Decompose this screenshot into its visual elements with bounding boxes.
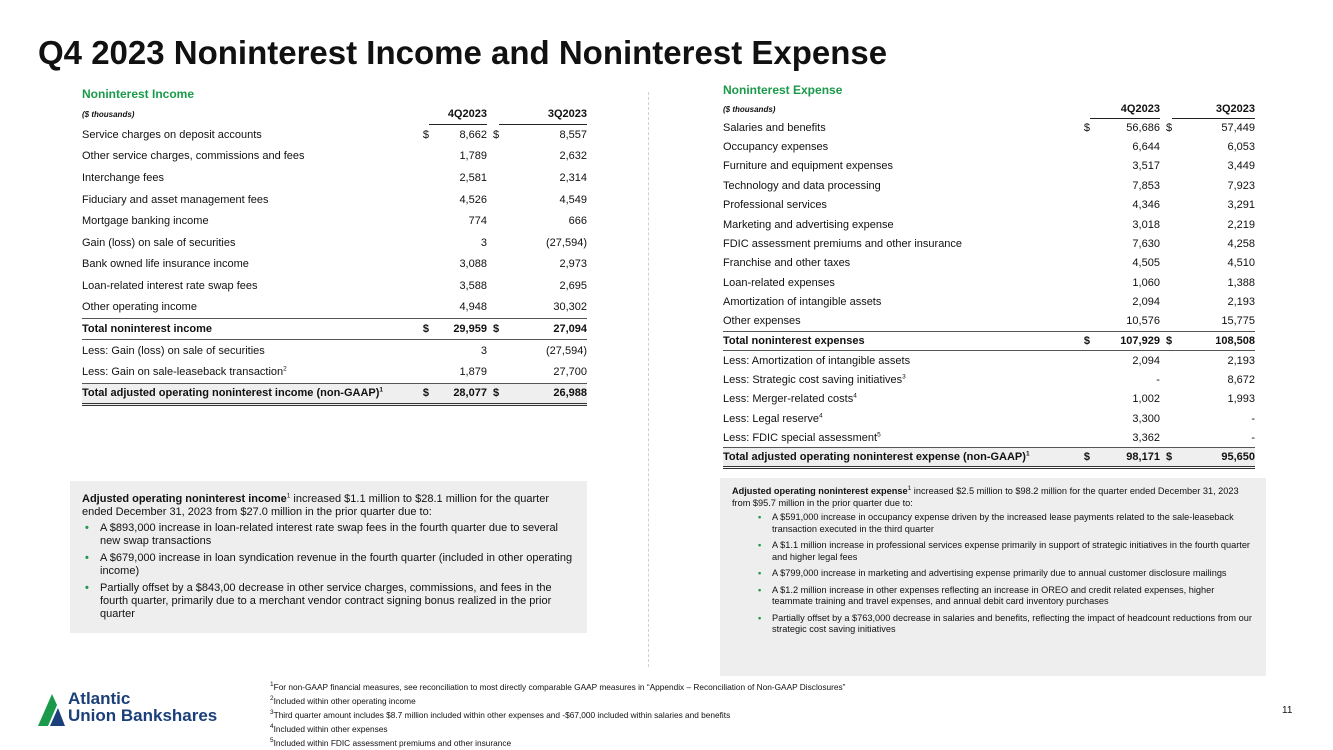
adjusted-total-row-currency-2: $ bbox=[487, 383, 499, 405]
table-row-currency-2 bbox=[1160, 312, 1172, 331]
adjusted-total-row-label: Total adjusted operating noninterest income (non-GAAP)$^1$ bbox=[82, 383, 417, 405]
table-row-currency-2 bbox=[487, 297, 499, 319]
table-row-label: Interchange fees bbox=[82, 171, 164, 184]
table-row bbox=[723, 312, 1255, 331]
adjusted-total-row-currency: $ bbox=[417, 383, 429, 405]
commentary-bullet: • A $1.2 million increase in other expenses reflecting an increase in OREO and credit related expenses, higher teammate training and travel expenses, and annual debit card inventory purchases bbox=[732, 585, 1254, 608]
less-row-currency bbox=[1078, 389, 1090, 408]
table-row-4q2023: 7,630 bbox=[1132, 238, 1160, 251]
table-row bbox=[723, 234, 1255, 253]
less-row-currency bbox=[417, 362, 429, 384]
adjusted-total-row-currency: $ bbox=[1078, 448, 1090, 467]
less-row-label: Less: Merger-related costs$^4$ bbox=[723, 392, 857, 406]
table-row-currency bbox=[417, 232, 429, 254]
income-units-label: ($ thousands) bbox=[82, 110, 135, 119]
table-row-currency-2 bbox=[487, 189, 499, 211]
less-row-currency bbox=[1078, 351, 1090, 370]
table-row-3q2023: 3,291 bbox=[1227, 199, 1255, 212]
less-row bbox=[723, 428, 1255, 447]
expense-section-title: Noninterest Expense bbox=[723, 83, 843, 97]
table-row-3q2023: 1,388 bbox=[1227, 276, 1255, 289]
table-row-currency-2 bbox=[1160, 254, 1172, 273]
commentary-bullet: • Partially offset by a $763,000 decrease in salaries and benefits, reflecting the impact of headcount reductions from our strategic cost saving initiatives bbox=[732, 613, 1254, 636]
table-row-currency-2 bbox=[487, 146, 499, 168]
table-row-3q2023: 4,510 bbox=[1227, 257, 1255, 270]
adjusted-total-row-3q2023: 95,650 bbox=[1172, 448, 1255, 467]
table-row bbox=[723, 293, 1255, 312]
table-row-label: Gain (loss) on sale of securities bbox=[82, 236, 236, 249]
table-row-4q2023: 3 bbox=[480, 236, 487, 249]
adjusted-total-row-label: Total adjusted operating noninterest expense (non-GAAP)$^1$ bbox=[723, 448, 1078, 467]
table-row-label: Amortization of intangible assets bbox=[723, 296, 882, 309]
table-row-currency-2 bbox=[1160, 234, 1172, 253]
table-row-label: FDIC assessment premiums and other insurance bbox=[723, 238, 963, 251]
table-row bbox=[82, 275, 587, 297]
table-row-currency-2 bbox=[1160, 196, 1172, 215]
income-col-3q2023: 3Q2023 bbox=[499, 104, 587, 124]
adjusted-total-row-currency-2: $ bbox=[1160, 448, 1172, 467]
commentary-bullet: • A $799,000 increase in marketing and advertising expense primarily due to annual customer disclosure mailings bbox=[732, 568, 1254, 580]
less-row-label: Less: Legal reserve$^4$ bbox=[723, 411, 823, 425]
table-row-4q2023: 774 bbox=[468, 215, 487, 228]
less-row-label: Less: Gain (loss) on sale of securities bbox=[82, 344, 265, 357]
table-row-currency: $ bbox=[1083, 121, 1091, 134]
total-row-3q2023: 108,508 bbox=[1172, 331, 1255, 350]
adjusted-total-row bbox=[82, 383, 587, 405]
expense-commentary-box bbox=[720, 478, 1266, 676]
less-row-currency-2 bbox=[487, 340, 499, 362]
table-row-currency-2 bbox=[1160, 157, 1172, 176]
table-row-label: Service charges on deposit accounts bbox=[82, 128, 262, 141]
table-row-label: Salaries and benefits bbox=[723, 121, 826, 134]
total-row-4q2023: 107,929 bbox=[1090, 331, 1160, 350]
table-row-currency bbox=[417, 167, 429, 189]
table-row-label: Professional services bbox=[723, 199, 827, 212]
income-section-title: Noninterest Income bbox=[82, 87, 195, 101]
table-row-label: Bank owned life insurance income bbox=[82, 258, 249, 271]
table-row-currency bbox=[1078, 234, 1090, 253]
table-row-label: Technology and data processing bbox=[723, 179, 881, 192]
expense-col-4q2023: 4Q2023 bbox=[1090, 100, 1160, 118]
table-row-currency bbox=[1078, 176, 1090, 195]
less-row bbox=[723, 389, 1255, 408]
table-row-4q2023: 3,588 bbox=[459, 279, 487, 292]
table-row-4q2023: 56,686 bbox=[1126, 121, 1160, 134]
commentary-bullet: • A $893,000 increase in loan-related interest rate swap fees in the fourth quarter due to several new swap transactions bbox=[82, 522, 575, 548]
table-row-4q2023: 7,853 bbox=[1132, 179, 1160, 192]
table-row-label: Furniture and equipment expenses bbox=[723, 160, 893, 173]
table-row-4q2023: 2,094 bbox=[1132, 296, 1160, 309]
less-row-4q2023: 3,300 bbox=[1132, 412, 1160, 425]
table-row-currency bbox=[1078, 293, 1090, 312]
logo-text-line2: Union Bankshares bbox=[68, 706, 218, 725]
less-row-3q2023: - bbox=[1251, 431, 1255, 444]
less-row-currency bbox=[1078, 370, 1090, 389]
table-row-3q2023: 4,549 bbox=[559, 193, 587, 206]
table-row-label: Other expenses bbox=[723, 315, 801, 328]
table-row-currency-2: $ bbox=[1165, 121, 1173, 134]
less-row bbox=[82, 340, 587, 362]
commentary-bullet: • Partially offset by a $843,00 decrease in other service charges, commissions, and fees in the fourth quarter, primarily due to a merchant vendor contract signing bonus realized in the prior quarter bbox=[82, 582, 575, 621]
table-row-currency bbox=[1078, 273, 1090, 292]
page-number: 11 bbox=[1282, 705, 1293, 716]
table-row bbox=[723, 273, 1255, 292]
expense-commentary-lead: Adjusted operating noninterest expense$^1$ increased $2.5 million to $98.2 million for the quarter ended December 31, 2023 from $95.7 million in the prior quarter due to: bbox=[732, 484, 1239, 508]
income-col-4q2023: 4Q2023 bbox=[429, 104, 487, 124]
company-logo bbox=[38, 690, 258, 730]
less-row-4q2023: 1,879 bbox=[459, 366, 487, 379]
table-row-3q2023: 57,449 bbox=[1221, 121, 1255, 134]
table-row-4q2023: 8,662 bbox=[459, 129, 487, 142]
table-row-currency-2 bbox=[487, 275, 499, 297]
table-row-4q2023: 2,581 bbox=[459, 171, 487, 184]
table-row-currency-2 bbox=[487, 232, 499, 254]
table-row-label: Franchise and other taxes bbox=[723, 257, 851, 270]
table-row-label: Loan-related expenses bbox=[723, 276, 835, 289]
total-row-currency: $ bbox=[1078, 331, 1090, 350]
footnote: $^2$Included within other operating income bbox=[270, 695, 416, 706]
less-row-label: Less: Amortization of intangible assets bbox=[723, 354, 911, 367]
table-row-3q2023: 15,775 bbox=[1221, 315, 1255, 328]
table-row-4q2023: 3,517 bbox=[1132, 160, 1160, 173]
expense-commentary-list bbox=[732, 512, 1254, 636]
less-row-3q2023: 1,993 bbox=[1227, 393, 1255, 406]
income-commentary-lead: Adjusted operating noninterest income$^1$ increased $1.1 million to $28.1 million for the quarter ended December 31, 2023 from $27.0 million in the prior quarter due to: bbox=[82, 492, 550, 518]
table-row-currency bbox=[1078, 254, 1090, 273]
table-row-label: Other service charges, commissions and fees bbox=[82, 150, 305, 163]
less-row bbox=[82, 362, 587, 384]
table-row-currency bbox=[1078, 137, 1090, 156]
expense-units-label: ($ thousands) bbox=[723, 105, 776, 114]
footnote: $^3$Third quarter amount includes $8.7 million included within other expenses and -$67,000 included within salaries and benefits bbox=[270, 709, 731, 720]
table-row-4q2023: 4,505 bbox=[1132, 257, 1160, 270]
table-row bbox=[82, 297, 587, 319]
less-row-currency-2 bbox=[1160, 389, 1172, 408]
income-commentary-box bbox=[70, 481, 587, 633]
less-row-3q2023: 8,672 bbox=[1227, 373, 1255, 386]
income-commentary-list bbox=[82, 522, 575, 621]
table-row-4q2023: 10,576 bbox=[1126, 315, 1160, 328]
footnote: $^4$Included within other expenses bbox=[270, 723, 388, 734]
table-row-3q2023: 2,314 bbox=[559, 171, 587, 184]
table-row-3q2023: 2,632 bbox=[559, 150, 587, 163]
table-row-currency-2 bbox=[1160, 137, 1172, 156]
table-row bbox=[723, 176, 1255, 195]
table-row bbox=[82, 167, 587, 189]
table-row-3q2023: 2,219 bbox=[1227, 218, 1255, 231]
table-row-label: Fiduciary and asset management fees bbox=[82, 193, 269, 206]
table-row-currency-2 bbox=[1160, 176, 1172, 195]
table-row-currency-2 bbox=[1160, 215, 1172, 234]
table-row-3q2023: 2,973 bbox=[559, 258, 587, 271]
less-row-currency-2 bbox=[1160, 351, 1172, 370]
less-row-3q2023: - bbox=[1251, 412, 1255, 425]
table-row-currency bbox=[417, 210, 429, 232]
total-row bbox=[723, 331, 1255, 350]
table-row-4q2023: 4,948 bbox=[459, 301, 487, 314]
adjusted-total-row-3q2023: 26,988 bbox=[499, 383, 587, 405]
table-row bbox=[82, 232, 587, 254]
table-row-3q2023: 666 bbox=[568, 215, 587, 228]
table-row-currency bbox=[1078, 157, 1090, 176]
table-row-label: Marketing and advertising expense bbox=[723, 218, 894, 231]
table-row bbox=[723, 118, 1255, 137]
logo-text-line1: Atlantic bbox=[68, 689, 131, 708]
table-row-currency bbox=[417, 254, 429, 276]
table-row-3q2023: 30,302 bbox=[553, 301, 587, 314]
table-row-4q2023: 4,526 bbox=[459, 193, 487, 206]
less-row bbox=[723, 351, 1255, 370]
adjusted-total-row bbox=[723, 448, 1255, 467]
less-row-3q2023: (27,594) bbox=[546, 344, 587, 357]
table-row-currency bbox=[417, 275, 429, 297]
table-row-3q2023: 2,193 bbox=[1227, 296, 1255, 309]
commentary-bullet: • A $591,000 increase in occupancy expense driven by the increased lease payments related to the sale-leaseback transaction executed in the third quarter bbox=[732, 512, 1254, 535]
table-row-label: Occupancy expenses bbox=[723, 141, 829, 154]
less-row-currency-2 bbox=[1160, 409, 1172, 428]
table-row-label: Mortgage banking income bbox=[82, 215, 209, 228]
expense-col-3q2023: 3Q2023 bbox=[1172, 100, 1255, 118]
table-row-3q2023: 8,557 bbox=[559, 129, 587, 142]
less-row-label: Less: FDIC special assessment$^5$ bbox=[723, 431, 881, 444]
table-row-3q2023: 6,053 bbox=[1227, 141, 1255, 154]
table-row-currency bbox=[1078, 196, 1090, 215]
less-row-4q2023: 1,002 bbox=[1132, 393, 1160, 406]
less-row-4q2023: - bbox=[1156, 373, 1160, 386]
table-row-3q2023: 3,449 bbox=[1227, 160, 1255, 173]
page-title: Q4 2023 Noninterest Income and Noninterest Expense bbox=[38, 34, 888, 71]
less-row-4q2023: 3,362 bbox=[1132, 431, 1160, 444]
table-row-4q2023: 1,060 bbox=[1132, 276, 1160, 289]
table-row bbox=[723, 137, 1255, 156]
table-row-currency-2: $ bbox=[492, 128, 500, 141]
footnotes bbox=[270, 680, 845, 750]
expense-table bbox=[723, 100, 1255, 469]
less-row-4q2023: 2,094 bbox=[1132, 354, 1160, 367]
commentary-bullet: • A $1.1 million increase in professional services expense primarily in support of strategic initiatives in the fourth quarter and higher legal fees bbox=[732, 540, 1254, 563]
table-row-4q2023: 6,644 bbox=[1132, 141, 1160, 154]
total-row-currency-2: $ bbox=[487, 318, 499, 340]
less-row bbox=[723, 370, 1255, 389]
adjusted-total-row-4q2023: 28,077 bbox=[429, 383, 487, 405]
table-row-currency-2 bbox=[1160, 293, 1172, 312]
table-row-currency: $ bbox=[422, 128, 430, 141]
less-row-currency-2 bbox=[487, 362, 499, 384]
table-row-4q2023: 3,088 bbox=[459, 258, 487, 271]
less-row-3q2023: 2,193 bbox=[1227, 354, 1255, 367]
table-row bbox=[82, 146, 587, 168]
commentary-bullet: • A $679,000 increase in loan syndication revenue in the fourth quarter (included in other operating income) bbox=[82, 552, 575, 578]
table-row-4q2023: 1,789 bbox=[459, 150, 487, 163]
total-row-3q2023: 27,094 bbox=[499, 318, 587, 340]
table-row-currency-2 bbox=[1160, 273, 1172, 292]
less-row-currency bbox=[1078, 428, 1090, 447]
less-row-currency-2 bbox=[1160, 428, 1172, 447]
table-row-3q2023: (27,594) bbox=[546, 236, 587, 249]
less-row-currency bbox=[1078, 409, 1090, 428]
table-row-3q2023: 2,695 bbox=[559, 279, 587, 292]
table-row bbox=[723, 215, 1255, 234]
table-row-currency bbox=[417, 146, 429, 168]
less-row-label: Less: Strategic cost saving initiatives$^3$ bbox=[723, 373, 906, 386]
table-row-currency-2 bbox=[487, 254, 499, 276]
table-row-4q2023: 4,346 bbox=[1132, 199, 1160, 212]
table-row-currency-2 bbox=[487, 210, 499, 232]
less-row bbox=[723, 409, 1255, 428]
less-row-4q2023: 3 bbox=[480, 344, 487, 357]
less-row-currency bbox=[417, 340, 429, 362]
total-row bbox=[82, 318, 587, 340]
table-row-currency-2 bbox=[487, 167, 499, 189]
table-row bbox=[82, 124, 587, 146]
table-row bbox=[82, 254, 587, 276]
income-table bbox=[82, 104, 587, 406]
less-row-3q2023: 27,700 bbox=[553, 366, 587, 379]
section-divider bbox=[648, 92, 649, 667]
table-row-3q2023: 4,258 bbox=[1227, 238, 1255, 251]
total-row-label: Total noninterest expenses bbox=[723, 331, 1078, 350]
table-row bbox=[723, 196, 1255, 215]
table-row-3q2023: 7,923 bbox=[1227, 179, 1255, 192]
adjusted-total-row-4q2023: 98,171 bbox=[1090, 448, 1160, 467]
table-row bbox=[723, 254, 1255, 273]
total-row-4q2023: 29,959 bbox=[429, 318, 487, 340]
table-row-currency bbox=[417, 189, 429, 211]
table-row bbox=[82, 210, 587, 232]
table-row-currency bbox=[1078, 215, 1090, 234]
table-row-label: Loan-related interest rate swap fees bbox=[82, 279, 258, 292]
footnote: $^5$Included within FDIC assessment premiums and other insurance bbox=[270, 737, 512, 748]
table-row-label: Other operating income bbox=[82, 301, 197, 314]
footnote: $^1$For non-GAAP financial measures, see reconciliation to most directly comparable GAAP measures in “Appendix – Reconciliation of Non-GAAP Disclosures” bbox=[270, 681, 846, 692]
less-row-label: Less: Gain on sale-leaseback transaction$^2$ bbox=[82, 365, 287, 379]
table-row-currency bbox=[1078, 312, 1090, 331]
total-row-label: Total noninterest income bbox=[82, 318, 417, 340]
total-row-currency: $ bbox=[417, 318, 429, 340]
less-row-currency-2 bbox=[1160, 370, 1172, 389]
total-row-currency-2: $ bbox=[1160, 331, 1172, 350]
table-row-currency bbox=[417, 297, 429, 319]
logo-mark-icon bbox=[38, 692, 66, 728]
table-row bbox=[723, 157, 1255, 176]
table-row-4q2023: 3,018 bbox=[1132, 218, 1160, 231]
table-row bbox=[82, 189, 587, 211]
